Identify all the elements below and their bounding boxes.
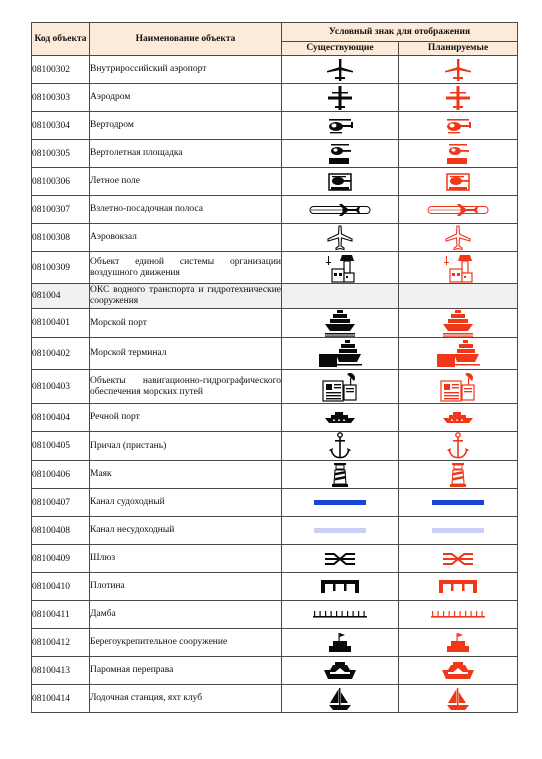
object-code: 08100309: [32, 252, 90, 284]
object-code: 08100407: [32, 489, 90, 517]
object-code: 08100302: [32, 56, 90, 84]
table-row: [32, 56, 518, 84]
table-row: [32, 224, 518, 252]
planned-airplane-icon: [399, 56, 518, 84]
planned-seaport-icon: [399, 309, 518, 338]
existing-ferry-icon: [282, 657, 399, 685]
table-section-row: [32, 284, 518, 309]
existing-seaport-icon: [282, 309, 399, 338]
existing-sea-terminal-icon: [282, 338, 399, 370]
object-name: ОКС водного транспорта и гидротехнические сооружения: [90, 284, 282, 309]
object-name: Берегоукрепительное сооружение: [90, 629, 282, 657]
existing-air-terminal-icon: [282, 224, 399, 252]
planned-dike-icon: [399, 601, 518, 629]
object-code: 08100409: [32, 545, 90, 573]
table-row: [32, 370, 518, 404]
object-name: Шлюз: [90, 545, 282, 573]
planned-lock-icon: [399, 545, 518, 573]
table-row: [32, 461, 518, 489]
object-code: 08100412: [32, 629, 90, 657]
header-name: Наименование объекта: [90, 23, 282, 56]
object-code: 08100411: [32, 601, 90, 629]
planned-symbol-empty: [399, 284, 518, 309]
planned-helipad-icon: [399, 140, 518, 168]
planned-canal-non-navigable-icon: [399, 517, 518, 545]
table-row: [32, 84, 518, 112]
object-code: 08100307: [32, 196, 90, 224]
table-row: [32, 657, 518, 685]
object-code: 08100414: [32, 685, 90, 713]
planned-airfield-field-icon: [399, 168, 518, 196]
existing-dike-icon: [282, 601, 399, 629]
planned-runway-icon: [399, 196, 518, 224]
planned-air-terminal-icon: [399, 224, 518, 252]
existing-symbol-empty: [282, 284, 399, 309]
table-row: [32, 601, 518, 629]
object-code: 081004: [32, 284, 90, 309]
object-name: Причал (пристань): [90, 432, 282, 461]
object-name: Маяк: [90, 461, 282, 489]
table-row: [32, 338, 518, 370]
existing-shore-protection-icon: [282, 629, 399, 657]
object-name: Объект единой системы организации воздушного движения: [90, 252, 282, 284]
object-name: Плотина: [90, 573, 282, 601]
planned-airfield-icon: [399, 84, 518, 112]
planned-shore-protection-icon: [399, 629, 518, 657]
object-code: 08100408: [32, 517, 90, 545]
existing-river-port-icon: [282, 404, 399, 432]
table-row: [32, 432, 518, 461]
existing-airfield-field-icon: [282, 168, 399, 196]
object-name: Морской порт: [90, 309, 282, 338]
table-row: [32, 309, 518, 338]
planned-dam-icon: [399, 573, 518, 601]
existing-helipad-icon: [282, 140, 399, 168]
table-row: [32, 140, 518, 168]
table-body: [32, 56, 518, 713]
planned-yacht-club-icon: [399, 685, 518, 713]
existing-lock-icon: [282, 545, 399, 573]
table-row: [32, 168, 518, 196]
existing-runway-icon: [282, 196, 399, 224]
object-name: Внутрироссийский аэропорт: [90, 56, 282, 84]
object-code: 08100406: [32, 461, 90, 489]
existing-yacht-club-icon: [282, 685, 399, 713]
existing-canal-non-navigable-icon: [282, 517, 399, 545]
object-name: Дамба: [90, 601, 282, 629]
object-name: Аэровокзал: [90, 224, 282, 252]
table-row: [32, 252, 518, 284]
planned-sea-terminal-icon: [399, 338, 518, 370]
object-code: 08100401: [32, 309, 90, 338]
object-name: Объекты навигационно-гидрографического обеспечения морских путей: [90, 370, 282, 404]
object-name: Паромная переправа: [90, 657, 282, 685]
object-code: 08100404: [32, 404, 90, 432]
object-name: Вертолетная площадка: [90, 140, 282, 168]
object-name: Морской терминал: [90, 338, 282, 370]
object-code: 08100402: [32, 338, 90, 370]
object-code: 08100413: [32, 657, 90, 685]
table-row: [32, 404, 518, 432]
existing-navigation-support-icon: [282, 370, 399, 404]
object-code: 08100304: [32, 112, 90, 140]
table-row: [32, 517, 518, 545]
planned-navigation-support-icon: [399, 370, 518, 404]
object-code: 08100410: [32, 573, 90, 601]
table-row: [32, 489, 518, 517]
planned-lighthouse-icon: [399, 461, 518, 489]
table-row: [32, 112, 518, 140]
object-code: 08100305: [32, 140, 90, 168]
object-name: Вертодром: [90, 112, 282, 140]
object-name: Аэродром: [90, 84, 282, 112]
planned-anchor-icon: [399, 432, 518, 461]
object-name: Взлетно-посадочная полоса: [90, 196, 282, 224]
header-planned: Планируемые: [399, 42, 518, 56]
object-name: Речной порт: [90, 404, 282, 432]
existing-canal-navigable-icon: [282, 489, 399, 517]
table-row: [32, 685, 518, 713]
header-code: Код объекта: [32, 23, 90, 56]
object-name: Канал судоходный: [90, 489, 282, 517]
header-existing: Существующие: [282, 42, 399, 56]
object-name: Летное поле: [90, 168, 282, 196]
existing-dam-icon: [282, 573, 399, 601]
table-row: [32, 196, 518, 224]
object-code: 08100306: [32, 168, 90, 196]
existing-airplane-icon: [282, 56, 399, 84]
object-code: 08100308: [32, 224, 90, 252]
object-code: 08100403: [32, 370, 90, 404]
planned-helicopter-icon: [399, 112, 518, 140]
existing-air-traffic-control-icon: [282, 252, 399, 284]
existing-lighthouse-icon: [282, 461, 399, 489]
planned-air-traffic-control-icon: [399, 252, 518, 284]
planned-river-port-icon: [399, 404, 518, 432]
header-symbol-group: Условный знак для отображения: [282, 23, 518, 42]
existing-helicopter-icon: [282, 112, 399, 140]
object-code: 08100303: [32, 84, 90, 112]
planned-ferry-icon: [399, 657, 518, 685]
object-code: 08100405: [32, 432, 90, 461]
symbols-table: [31, 22, 518, 713]
existing-anchor-icon: [282, 432, 399, 461]
object-name: Лодочная станция, яхт клуб: [90, 685, 282, 713]
object-name: Канал несудоходный: [90, 517, 282, 545]
table-row: [32, 545, 518, 573]
table-row: [32, 629, 518, 657]
table-row: [32, 573, 518, 601]
existing-airfield-icon: [282, 84, 399, 112]
planned-canal-navigable-icon: [399, 489, 518, 517]
